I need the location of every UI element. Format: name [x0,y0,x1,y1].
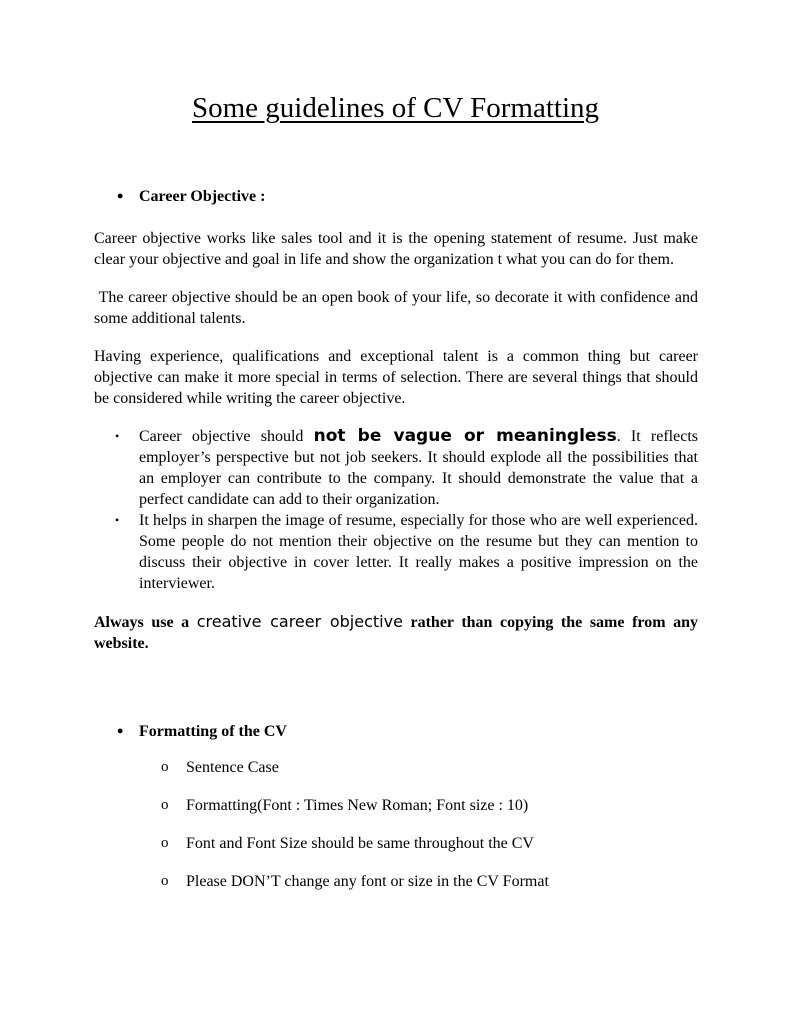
list-item [94,426,698,510]
career-paragraph-1: Career objective works like sales tool and it is the opening statement of resume. Just make clear your objective and goal in life and show the organization t what you can do for them. [94,230,698,268]
formatting-list [94,757,698,892]
formatting-item-2: Formatting(Font : Times New Roman; Font size : 10) [186,797,529,814]
closing-statement [94,611,698,654]
bullet-1-before: Career objective should [139,428,314,445]
circle-bullet-icon: o [161,835,169,851]
bullet-icon: • [117,186,124,206]
formatting-heading-text: Formatting of the CV [139,723,287,740]
circle-bullet-icon: o [161,797,169,813]
list-item [94,795,698,816]
circle-bullet-icon: o [161,759,169,775]
formatting-item-3: Font and Font Size should be same throughout the CV [186,835,534,852]
list-item [94,510,698,594]
closing-emphasis: creative career objective [196,612,403,631]
circle-bullet-icon: o [161,873,169,889]
bullet-icon: • [117,721,124,741]
closing-after: rather than copying the same from any website. [94,614,699,652]
bullet-1-emphasis: not be vague or meaningless [313,426,617,446]
list-item [94,757,698,778]
career-bullet-list [94,426,698,594]
document-body [94,186,703,909]
list-item [94,833,698,854]
formatting-heading [94,721,698,742]
bullet-1-after: . It reflects employer’s perspective but not job seekers. It should explode all the possibilities that an employer can contribute to the company. It should demonstrate the value that a perfect candidate can add to their organization. [139,428,698,508]
bullet-icon: • [115,513,120,527]
bullet-icon: • [115,429,120,443]
career-paragraph-3: Having experience, qualifications and exceptional talent is a common thing but career objective can make it more special in terms of selection. There are several things that should be considered while writing the career objective. [94,348,698,407]
closing-before: Always use a [94,614,197,631]
bullet-2-text: It helps in sharpen the image of resume, especially for those who are well experienced. Some people do not mention their objective on the resume but they can mention to discuss their objective in cover letter. It really makes a positive impression on the interviewer. [139,512,698,592]
page-title: Some guidelines of CV Formatting [191,92,600,124]
formatting-item-1: Sentence Case [186,759,279,776]
career-objective-heading-text: Career Objective : [139,188,266,205]
formatting-item-4: Please DON’T change any font or size in the CV Format [186,873,549,890]
career-paragraph-2: The career objective should be an open book of your life, so decorate it with confidence and some additional talents. [94,289,703,327]
career-objective-heading [94,186,698,207]
list-item [94,871,698,892]
